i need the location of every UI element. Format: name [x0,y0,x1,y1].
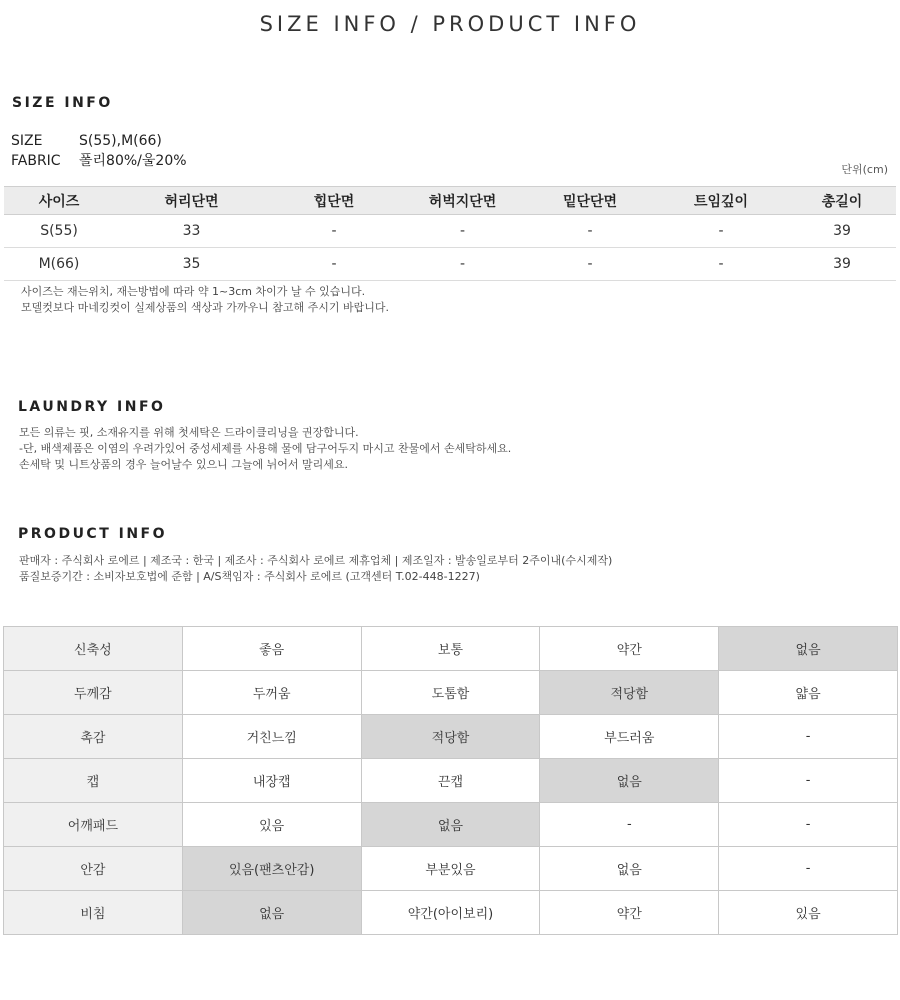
product-notes [19,553,612,585]
attribute-option: 약간(아이보리) [361,891,540,935]
attribute-label: 촉감 [4,715,183,759]
table-row [4,248,896,281]
size-table-header [4,187,896,215]
note-line: 판매자 : 주식회사 로에르 | 제조국 : 한국 | 제조사 : 주식회사 로에르 제휴업체 | 제조일자 : 발송일로부터 2주이내(수시제작) [19,554,613,567]
size-row [11,133,162,149]
attribute-option-selected: 없음 [719,627,898,671]
attribute-row [4,803,898,847]
header-cell: 사이즈 [4,187,114,215]
attribute-option: - [540,803,719,847]
attribute-label: 어깨패드 [4,803,183,847]
attribute-option: 거친느낌 [182,715,361,759]
attribute-option-selected: 없음 [540,759,719,803]
table-cell: 35 [114,248,269,281]
table-cell: 39 [788,248,896,281]
attribute-row [4,759,898,803]
fabric-label: FABRIC [11,153,61,169]
attribute-label: 비침 [4,891,183,935]
table-cell: - [526,248,654,281]
size-value: S(55),M(66) [79,133,162,149]
attribute-option: 부드러움 [540,715,719,759]
attribute-option: 있음 [719,891,898,935]
attribute-option-selected: 적당함 [361,715,540,759]
table-row [4,215,896,248]
attribute-option: 부분있음 [361,847,540,891]
attribute-option: - [719,803,898,847]
header-cell: 허리단면 [114,187,269,215]
attribute-row [4,627,898,671]
attribute-option-selected: 없음 [361,803,540,847]
attribute-label: 안감 [4,847,183,891]
attribute-option: 없음 [540,847,719,891]
size-table [4,186,896,281]
attribute-option-selected: 있음(팬츠안감) [182,847,361,891]
attribute-label: 신축성 [4,627,183,671]
attribute-option: 보통 [361,627,540,671]
laundry-notes [19,425,511,473]
table-cell: 33 [114,215,269,248]
size-notes [21,284,389,316]
fabric-row [11,150,187,170]
attribute-option: 약간 [540,891,719,935]
table-cell: 39 [788,215,896,248]
page-title: SIZE INFO / PRODUCT INFO [259,12,641,36]
size-label: SIZE [11,133,43,149]
attribute-option-selected: 적당함 [540,671,719,715]
header-cell: 힙단면 [269,187,399,215]
laundry-info-heading: LAUNDRY INFO [18,399,166,415]
table-cell: - [526,215,654,248]
attribute-option: 약간 [540,627,719,671]
size-info-heading: SIZE INFO [12,95,113,111]
note-line: 손세탁 및 니트상품의 경우 늘어날수 있으니 그늘에 뉘어서 말리세요. [19,458,348,471]
table-cell: S(55) [4,215,114,248]
header-cell: 밑단단면 [526,187,654,215]
product-info-heading: PRODUCT INFO [18,526,168,542]
header-cell: 총길이 [788,187,896,215]
table-cell: - [654,215,788,248]
attribute-option: 도톰함 [361,671,540,715]
attribute-option: - [719,759,898,803]
attribute-option: 내장캡 [182,759,361,803]
table-cell: - [269,248,399,281]
note-line: 모든 의류는 핏, 소재유지를 위해 첫세탁은 드라이클리닝을 권장합니다. [19,426,359,439]
attribute-row [4,847,898,891]
attribute-row [4,671,898,715]
attribute-option: 좋음 [182,627,361,671]
table-cell: - [399,248,526,281]
fabric-value: 폴리80%/울20% [79,153,187,169]
attribute-option: 얇음 [719,671,898,715]
table-cell: - [399,215,526,248]
attribute-row [4,715,898,759]
table-cell: - [654,248,788,281]
attribute-option: 두꺼움 [182,671,361,715]
unit-label: 단위(cm) [841,163,888,176]
attribute-option: 있음 [182,803,361,847]
header-cell: 허벅지단면 [399,187,526,215]
table-cell: M(66) [4,248,114,281]
note-line: 품질보증기간 : 소비자보호법에 준함 | A/S책임자 : 주식회사 로에르 (고객센터 T.02-448-1227) [19,570,480,583]
note-line: 사이즈는 재는위치, 재는방법에 따라 약 1~3cm 차이가 날 수 있습니다. [21,285,366,298]
attribute-label: 두께감 [4,671,183,715]
note-line: -단, 배색제품은 이염의 우려가있어 중성세제를 사용해 물에 담구어두지 마시고 찬물에서 손세탁하세요. [19,442,512,455]
header-cell: 트임깊이 [654,187,788,215]
attribute-row [4,891,898,935]
attribute-option: 끈캡 [361,759,540,803]
product-attribute-table [3,626,898,935]
table-cell: - [269,215,399,248]
attribute-option: - [719,715,898,759]
note-line: 모델컷보다 마네킹컷이 실제상품의 색상과 가까우니 참고해 주시기 바랍니다. [21,301,390,314]
attribute-option: - [719,847,898,891]
attribute-option-selected: 없음 [182,891,361,935]
attribute-label: 캡 [4,759,183,803]
